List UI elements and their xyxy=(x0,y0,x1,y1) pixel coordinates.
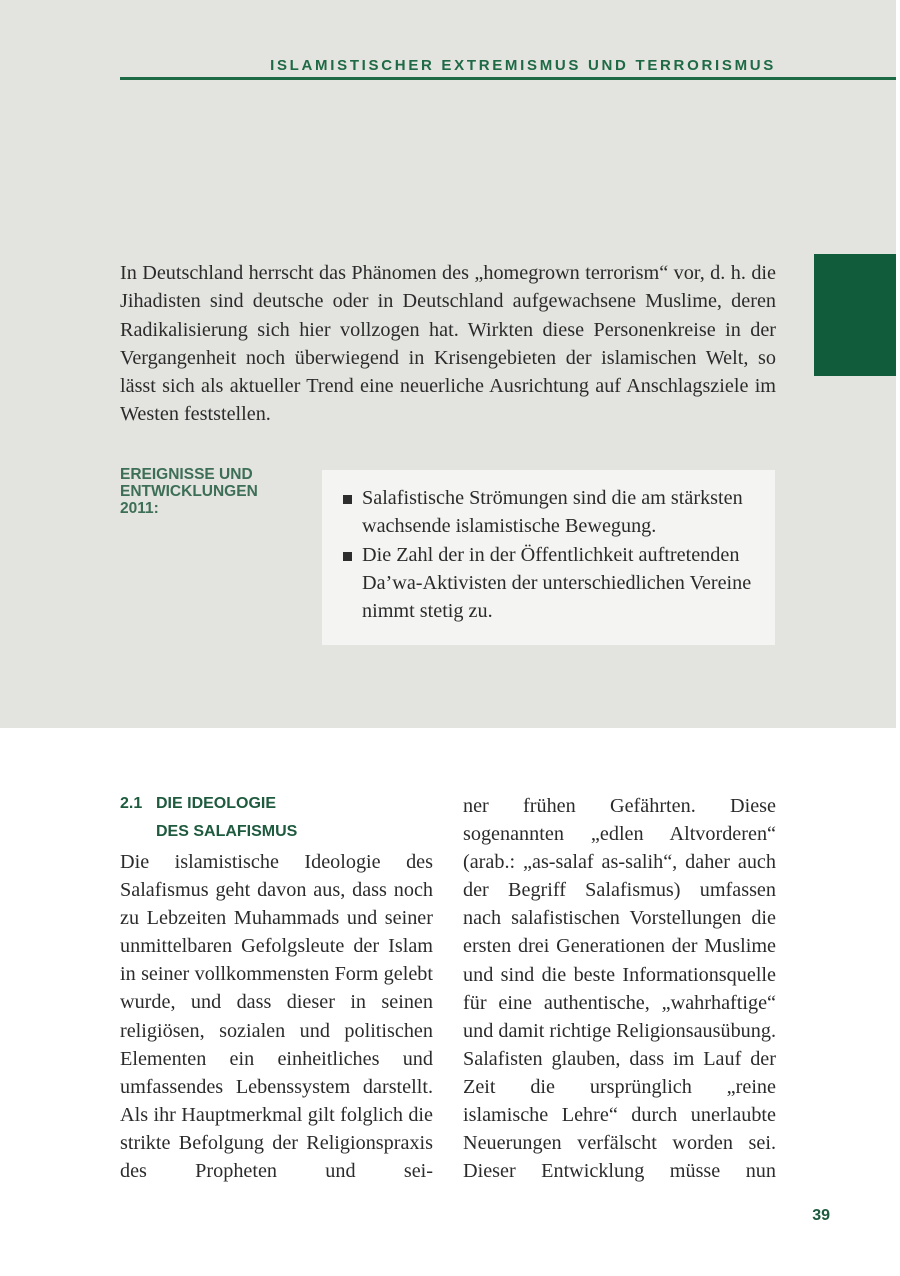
header-rule xyxy=(120,77,896,80)
events-list xyxy=(342,484,755,625)
page-number: 39 xyxy=(812,1207,830,1224)
section-number: 2.1 xyxy=(120,795,143,812)
intro-paragraph: In Deutschland herrscht das Phänomen des „homegrown terrorism“ vor, d. h. die Jihadisten sind deutsche oder in Deutschland aufgewachsene Muslime, deren Radikalisierung sich hier vollzogen hat. Wirkten diese Personenkreise in der Vergangenheit noch überwiegend in Krisengebieten der islamischen Welt, so lässt sich als aktueller Trend eine neuerliche Ausrichtung auf Anschlagsziele im Westen feststellen. xyxy=(120,262,776,426)
square-bullet-icon xyxy=(343,495,352,504)
events-box xyxy=(322,470,775,645)
section-heading xyxy=(120,790,440,846)
section-title-line1: DIE IDEOLOGIE xyxy=(156,795,277,812)
events-label-line2: ENTWICKLUNGEN xyxy=(120,483,258,500)
list-item xyxy=(342,484,755,541)
body-column-right: ner frühen Gefährten. Diese sogenannten „edlen Altvorderen“ (arab.: „as-salaf as-salih“, daher auch der Begriff Salafismus) umfassen nach salafistischen Vorstellungen die ersten drei Generationen der Muslime und sind die beste Informationsquelle für eine authentische, „wahrhaftige“ und damit richtige Religionsausübung. Salafisten glauben, dass im Lauf der Zeit die ursprünglich „reine islamische Lehre“ durch unerlaubte Neuerungen verfälscht worden sei. Dieser Entwicklung müsse nun xyxy=(463,795,776,1183)
section-title-line2: DES SALAFISMUS xyxy=(156,823,298,840)
body-column-left: Die islamistische Ideologie des Salafismus geht davon aus, dass noch zu Lebzeiten Muhammads und seiner unmittelbaren Gefolgsleute der Islam in seiner vollkommensten Form gelebt wurde, und dass dieser in seinen religiösen, sozialen und politischen Elementen ein einheitliches und umfassendes Lebenssystem darstellt. Als ihr Hauptmerkmal gilt folglich die strikte Befolgung der Religionspraxis des Propheten und sei- xyxy=(120,851,433,1183)
events-label xyxy=(120,466,310,517)
running-header: ISLAMISTISCHER EXTREMISMUS UND TERRORISMUS xyxy=(270,57,776,74)
list-item xyxy=(342,541,755,626)
events-label-line1: EREIGNISSE UND xyxy=(120,466,253,483)
square-bullet-icon xyxy=(343,552,352,561)
chapter-tab-marker xyxy=(814,254,896,376)
list-item-text: Die Zahl der in der Öffentlichkeit auftretenden Da’wa-Aktivisten der unterschiedlichen Vereine nimmt stetig zu. xyxy=(362,543,752,623)
list-item-text: Salafistische Strömungen sind die am stärksten wachsende islamistische Bewegung. xyxy=(362,487,743,538)
events-label-line3: 2011: xyxy=(120,500,159,517)
